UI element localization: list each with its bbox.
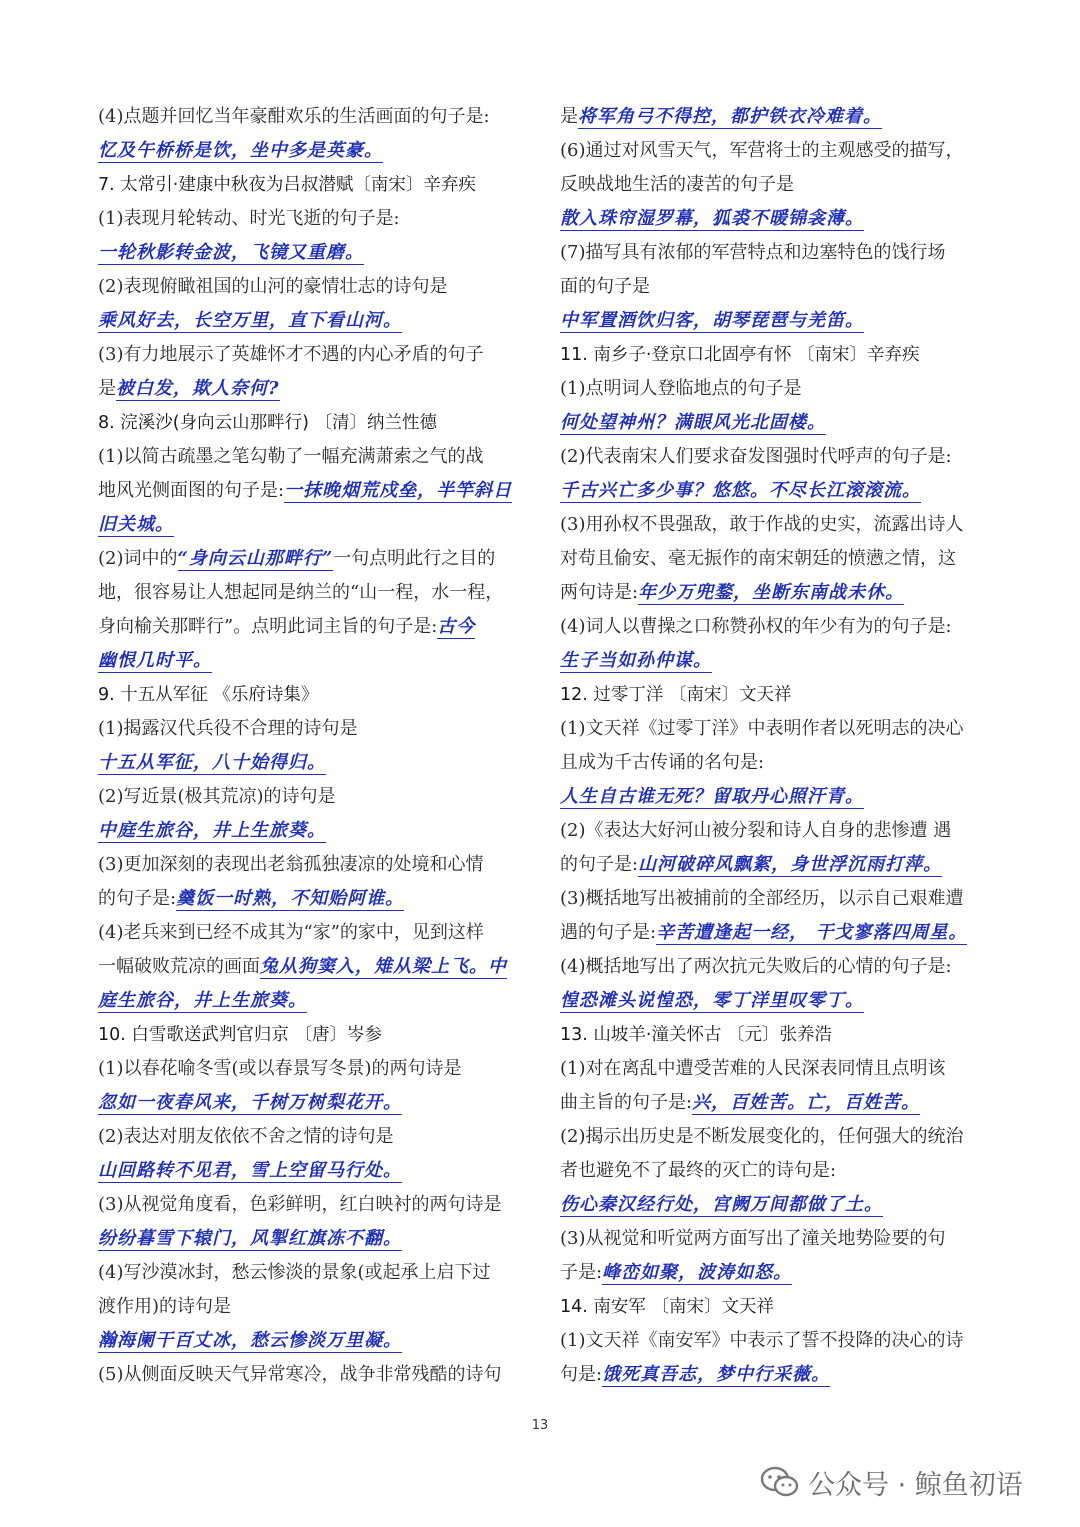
text-line [98, 746, 524, 780]
question-text: 反映战地生活的凄苦的句子是 [560, 174, 794, 195]
text-line [98, 372, 524, 406]
question-text: 子是: [560, 1262, 603, 1283]
question-text: 是 [560, 106, 578, 127]
answer-text: 饿死真吾志，梦中行采薇。 [602, 1364, 831, 1385]
page-number: 13 [531, 1418, 549, 1433]
question-text: 且成为千古传诵的名句是: [560, 752, 765, 773]
text-line [98, 100, 524, 134]
question-text: 身向榆关那畔行”。点明此词主旨的句子是: [98, 616, 438, 637]
answer-text: 被白发，欺人奈何? [116, 378, 280, 399]
text-line [98, 1052, 524, 1086]
answer-text: 惶恐滩头说惶恐，零丁洋里叹零丁。 [560, 990, 864, 1011]
poem-title: 10. 白雪歌送武判官归京 〔唐〕岑参 [98, 1025, 382, 1045]
text-line [560, 1154, 986, 1188]
poem-heading [98, 1018, 524, 1052]
text-line [98, 1120, 524, 1154]
text-line [98, 882, 524, 916]
question-text: (2)代表南宋人们要求奋发图强时代呼声的句子是: [560, 446, 952, 467]
text-line [98, 1188, 524, 1222]
answer-text: 将军角弓不得控，都护铁衣冷难着。 [578, 106, 882, 127]
text-line [560, 882, 986, 916]
text-line [560, 304, 986, 338]
text-line [98, 304, 524, 338]
question-text: 地，很容易让人想起同是纳兰的“山一程，水一程， [98, 582, 504, 603]
text-line [560, 1256, 986, 1290]
answer-text: 兔从狗窦入，雉从梁上飞。中 [260, 956, 507, 977]
poem-title: 11. 南乡子·登京口北固亭有怀 〔南宋〕辛弃疾 [560, 345, 920, 365]
text-line [560, 134, 986, 168]
text-line [560, 440, 986, 474]
question-text: (7)描写具有浓郁的军营特点和边塞特色的饯行场 [560, 242, 946, 263]
answer-text: 忆及午桥桥是饮，坐中多是英豪。 [98, 140, 383, 161]
answer-text: 纷纷暮雪下辕门，风掣红旗冻不翻。 [98, 1228, 402, 1249]
answer-text: 辛苦遭逢起一经， 干戈寥落四周星。 [656, 922, 968, 943]
text-line [560, 712, 986, 746]
poem-heading [560, 338, 986, 372]
answer-text: “身向云山那畔行” [177, 548, 334, 569]
right-column [560, 100, 986, 1392]
text-line [560, 168, 986, 202]
question-text: 是 [98, 378, 116, 399]
question-text: (1)以简古疏墨之笔勾勒了一幅充满萧索之气的战 [98, 446, 484, 467]
text-line [98, 474, 524, 508]
text-line [560, 916, 986, 950]
question-text: (4)写沙漠冰封，愁云惨淡的景象(或起承上启下过 [98, 1262, 491, 1283]
answer-text: 山河破碎风飘絮，身世浮沉雨打萍。 [638, 854, 943, 875]
answer-text: 一轮秋影转金波，飞镜又重磨。 [98, 242, 364, 263]
poem-title: 9. 十五从军征 《乐府诗集》 [98, 685, 319, 705]
answer-text: 千古兴亡多少事？悠悠。不尽长江滚滚流。 [560, 480, 921, 501]
text-line [560, 746, 986, 780]
question-text: (2)揭示出历史是不断发展变化的，任何强大的统治 [560, 1126, 964, 1147]
text-line [560, 508, 986, 542]
question-text: 两句诗是: [560, 582, 639, 603]
text-line [560, 270, 986, 304]
text-line [560, 814, 986, 848]
text-line [98, 814, 524, 848]
question-text: (1)表现月轮转动、时光飞逝的句子是: [98, 208, 400, 229]
question-text: (1)文天祥《过零丁洋》中表明作者以死明志的决心 [560, 718, 964, 739]
text-line [560, 1188, 986, 1222]
answer-text: 幽恨几时平。 [98, 650, 212, 671]
text-line [560, 610, 986, 644]
text-line [98, 1222, 524, 1256]
wechat-icon [760, 1465, 800, 1499]
answer-text: 散入珠帘湿罗幕，狐裘不暖锦衾薄。 [560, 208, 864, 229]
watermark [760, 1462, 1023, 1502]
answer-text: 旧关城。 [98, 514, 174, 535]
text-line [560, 372, 986, 406]
text-line [560, 1222, 986, 1256]
text-line [560, 202, 986, 236]
text-line [98, 950, 524, 984]
text-line [98, 338, 524, 372]
question-text: (2)《表达大好河山被分裂和诗人自身的悲惨遭 遇 [560, 820, 952, 841]
answer-text: 一抹晚烟荒戍垒，半竿斜日 [284, 480, 513, 501]
answer-text: 中庭生旅谷，井上生旅葵。 [98, 820, 326, 841]
question-text: 地风光侧面图的句子是: [98, 480, 285, 501]
poem-title: 7. 太常引·建康中秋夜为吕叔潜赋〔南宋〕辛弃疾 [98, 175, 476, 195]
text-line [98, 644, 524, 678]
text-line [98, 1086, 524, 1120]
text-line [560, 1120, 986, 1154]
text-line [98, 712, 524, 746]
question-text: 对苟且偷安、毫无振作的南宋朝廷的愤懑之情，这 [560, 548, 956, 569]
question-text: 的句子是: [560, 854, 639, 875]
answer-text: 峰峦如聚，波涛如怒。 [602, 1262, 793, 1283]
text-line [560, 1052, 986, 1086]
watermark-text: 公众号 · 鲸鱼初语 [808, 1469, 1023, 1501]
poem-heading [98, 406, 524, 440]
poem-title: 12. 过零丁洋 〔南宋〕文天祥 [560, 685, 792, 705]
answer-text: 何处望神州？满眼风光北固楼。 [560, 412, 826, 433]
text-line [98, 576, 524, 610]
text-line [98, 984, 524, 1018]
answer-text: 年少万兜鍪，坐断东南战未休。 [638, 582, 905, 603]
question-text: 面的句子是 [560, 276, 650, 297]
question-text: (2)写近景(极其荒凉)的诗句是 [98, 786, 336, 807]
text-line [98, 916, 524, 950]
text-line [560, 1086, 986, 1120]
text-line [560, 848, 986, 882]
poem-heading [560, 678, 986, 712]
question-text: (2)表现俯瞰祖国的山河的豪情壮志的诗句是 [98, 276, 448, 297]
text-line [98, 1256, 524, 1290]
answer-text: 伤心秦汉经行处，宫阙万间都做了土。 [560, 1194, 883, 1215]
text-line [560, 236, 986, 270]
left-column [98, 100, 524, 1392]
question-text: (3)更加深刻的表现出老翁孤独凄凉的处境和心情 [98, 854, 484, 875]
text-line [98, 780, 524, 814]
question-text: (1)以春花喻冬雪(或以春景写冬景)的两句诗是 [98, 1058, 462, 1079]
question-text: (6)通过对风雪天气，军营将士的主观感受的描写， [560, 140, 964, 161]
answer-text: 十五从军征，八十始得归。 [98, 752, 326, 773]
poem-heading [560, 1018, 986, 1052]
question-text: (4)点题并回忆当年豪酣欢乐的生活画面的句子是: [98, 106, 490, 127]
question-text: (3)用孙权不畏强敌，敢于作战的史实，流露出诗人 [560, 514, 964, 535]
question-text: (1)文天祥《南安军》中表示了誓不投降的决心的诗 [560, 1330, 964, 1351]
question-text: (1)揭露汉代兵役不合理的诗句是 [98, 718, 358, 739]
question-text: (1)对在离乱中遭受苦难的人民深表同情且点明该 [560, 1058, 946, 1079]
text-line [98, 134, 524, 168]
question-text: (4)老兵来到已经不成其为“家”的家中，见到这样 [98, 922, 484, 943]
text-line [560, 1324, 986, 1358]
answer-text: 羹饭一时熟，不知贻阿谁。 [176, 888, 405, 909]
question-text: 一句点明此行之目的 [333, 548, 496, 569]
poem-title: 8. 浣溪沙(身向云山那畔行) 〔清〕纳兰性德 [98, 413, 437, 433]
question-text: (2)表达对朋友依依不舍之情的诗句是 [98, 1126, 394, 1147]
text-line [560, 644, 986, 678]
text-line [560, 474, 986, 508]
answer-text: 山回路转不见君，雪上空留马行处。 [98, 1160, 402, 1181]
text-line [98, 236, 524, 270]
question-text: (3)从视觉角度看，色彩鲜明，红白映衬的两句诗是 [98, 1194, 502, 1215]
question-text: 一幅破败荒凉的画面 [98, 956, 260, 977]
answer-text: 人生自古谁无死？留取丹心照汗青。 [560, 786, 864, 807]
text-line [98, 1154, 524, 1188]
poem-title: 14. 南安军 〔南宋〕文天祥 [560, 1297, 774, 1317]
question-text: (3)概括地写出被捕前的全部经历，以示自己艰难遭 [560, 888, 964, 909]
answer-text: 兴，百姓苦。亡，百姓苦。 [692, 1092, 921, 1113]
question-text: 渡作用)的诗句是 [98, 1296, 232, 1317]
question-text: (2)词中的 [98, 548, 178, 569]
text-line [560, 100, 986, 134]
text-line [560, 950, 986, 984]
answer-text: 中军置酒饮归客，胡琴琵琶与羌笛。 [560, 310, 864, 331]
question-text: 句是: [560, 1364, 603, 1385]
poem-title: 13. 山坡羊·潼关怀古 〔元〕张养浩 [560, 1025, 833, 1045]
answer-text: 瀚海阑干百丈冰，愁云惨淡万里凝。 [98, 1330, 402, 1351]
question-text: (3)有力地展示了英雄怀才不遇的内心矛盾的句子 [98, 344, 484, 365]
question-text: 遇的句子是: [560, 922, 657, 943]
answer-text: 生子当如孙仲谋。 [560, 650, 712, 671]
text-line [98, 610, 524, 644]
answer-text: 忽如一夜春风来，千树万树梨花开。 [98, 1092, 402, 1113]
text-line [560, 1358, 986, 1392]
question-text: (4)概括地写出了两次抗元失败后的心情的句子是: [560, 956, 952, 977]
answer-text: 古今 [437, 616, 476, 637]
text-line [98, 508, 524, 542]
question-text: 曲主旨的句子是: [560, 1092, 693, 1113]
poem-heading [98, 678, 524, 712]
text-line [98, 542, 524, 576]
poem-heading [98, 168, 524, 202]
answer-text: 庭生旅谷，井上生旅葵。 [98, 990, 307, 1011]
text-line [560, 984, 986, 1018]
text-line [560, 780, 986, 814]
answer-text: 乘风好去，长空万里，直下看山河。 [98, 310, 402, 331]
text-line [98, 848, 524, 882]
text-line [98, 202, 524, 236]
text-line [560, 542, 986, 576]
question-text: (1)点明词人登临地点的句子是 [560, 378, 802, 399]
question-text: 者也避免不了最终的灭亡的诗句是: [560, 1160, 837, 1181]
text-line [98, 1358, 524, 1392]
question-text: (4)词人以曹操之口称赞孙权的年少有为的句子是: [560, 616, 952, 637]
poem-heading [560, 1290, 986, 1324]
text-line [560, 406, 986, 440]
question-text: 的句子是: [98, 888, 177, 909]
text-line [98, 440, 524, 474]
text-line [98, 270, 524, 304]
text-line [98, 1324, 524, 1358]
question-text: (5)从侧面反映天气异常寒冷，战争非常残酷的诗句 [98, 1364, 502, 1385]
question-text: (3)从视觉和听觉两方面写出了潼关地势险要的句 [560, 1228, 946, 1249]
text-line [98, 1290, 524, 1324]
text-line [560, 576, 986, 610]
